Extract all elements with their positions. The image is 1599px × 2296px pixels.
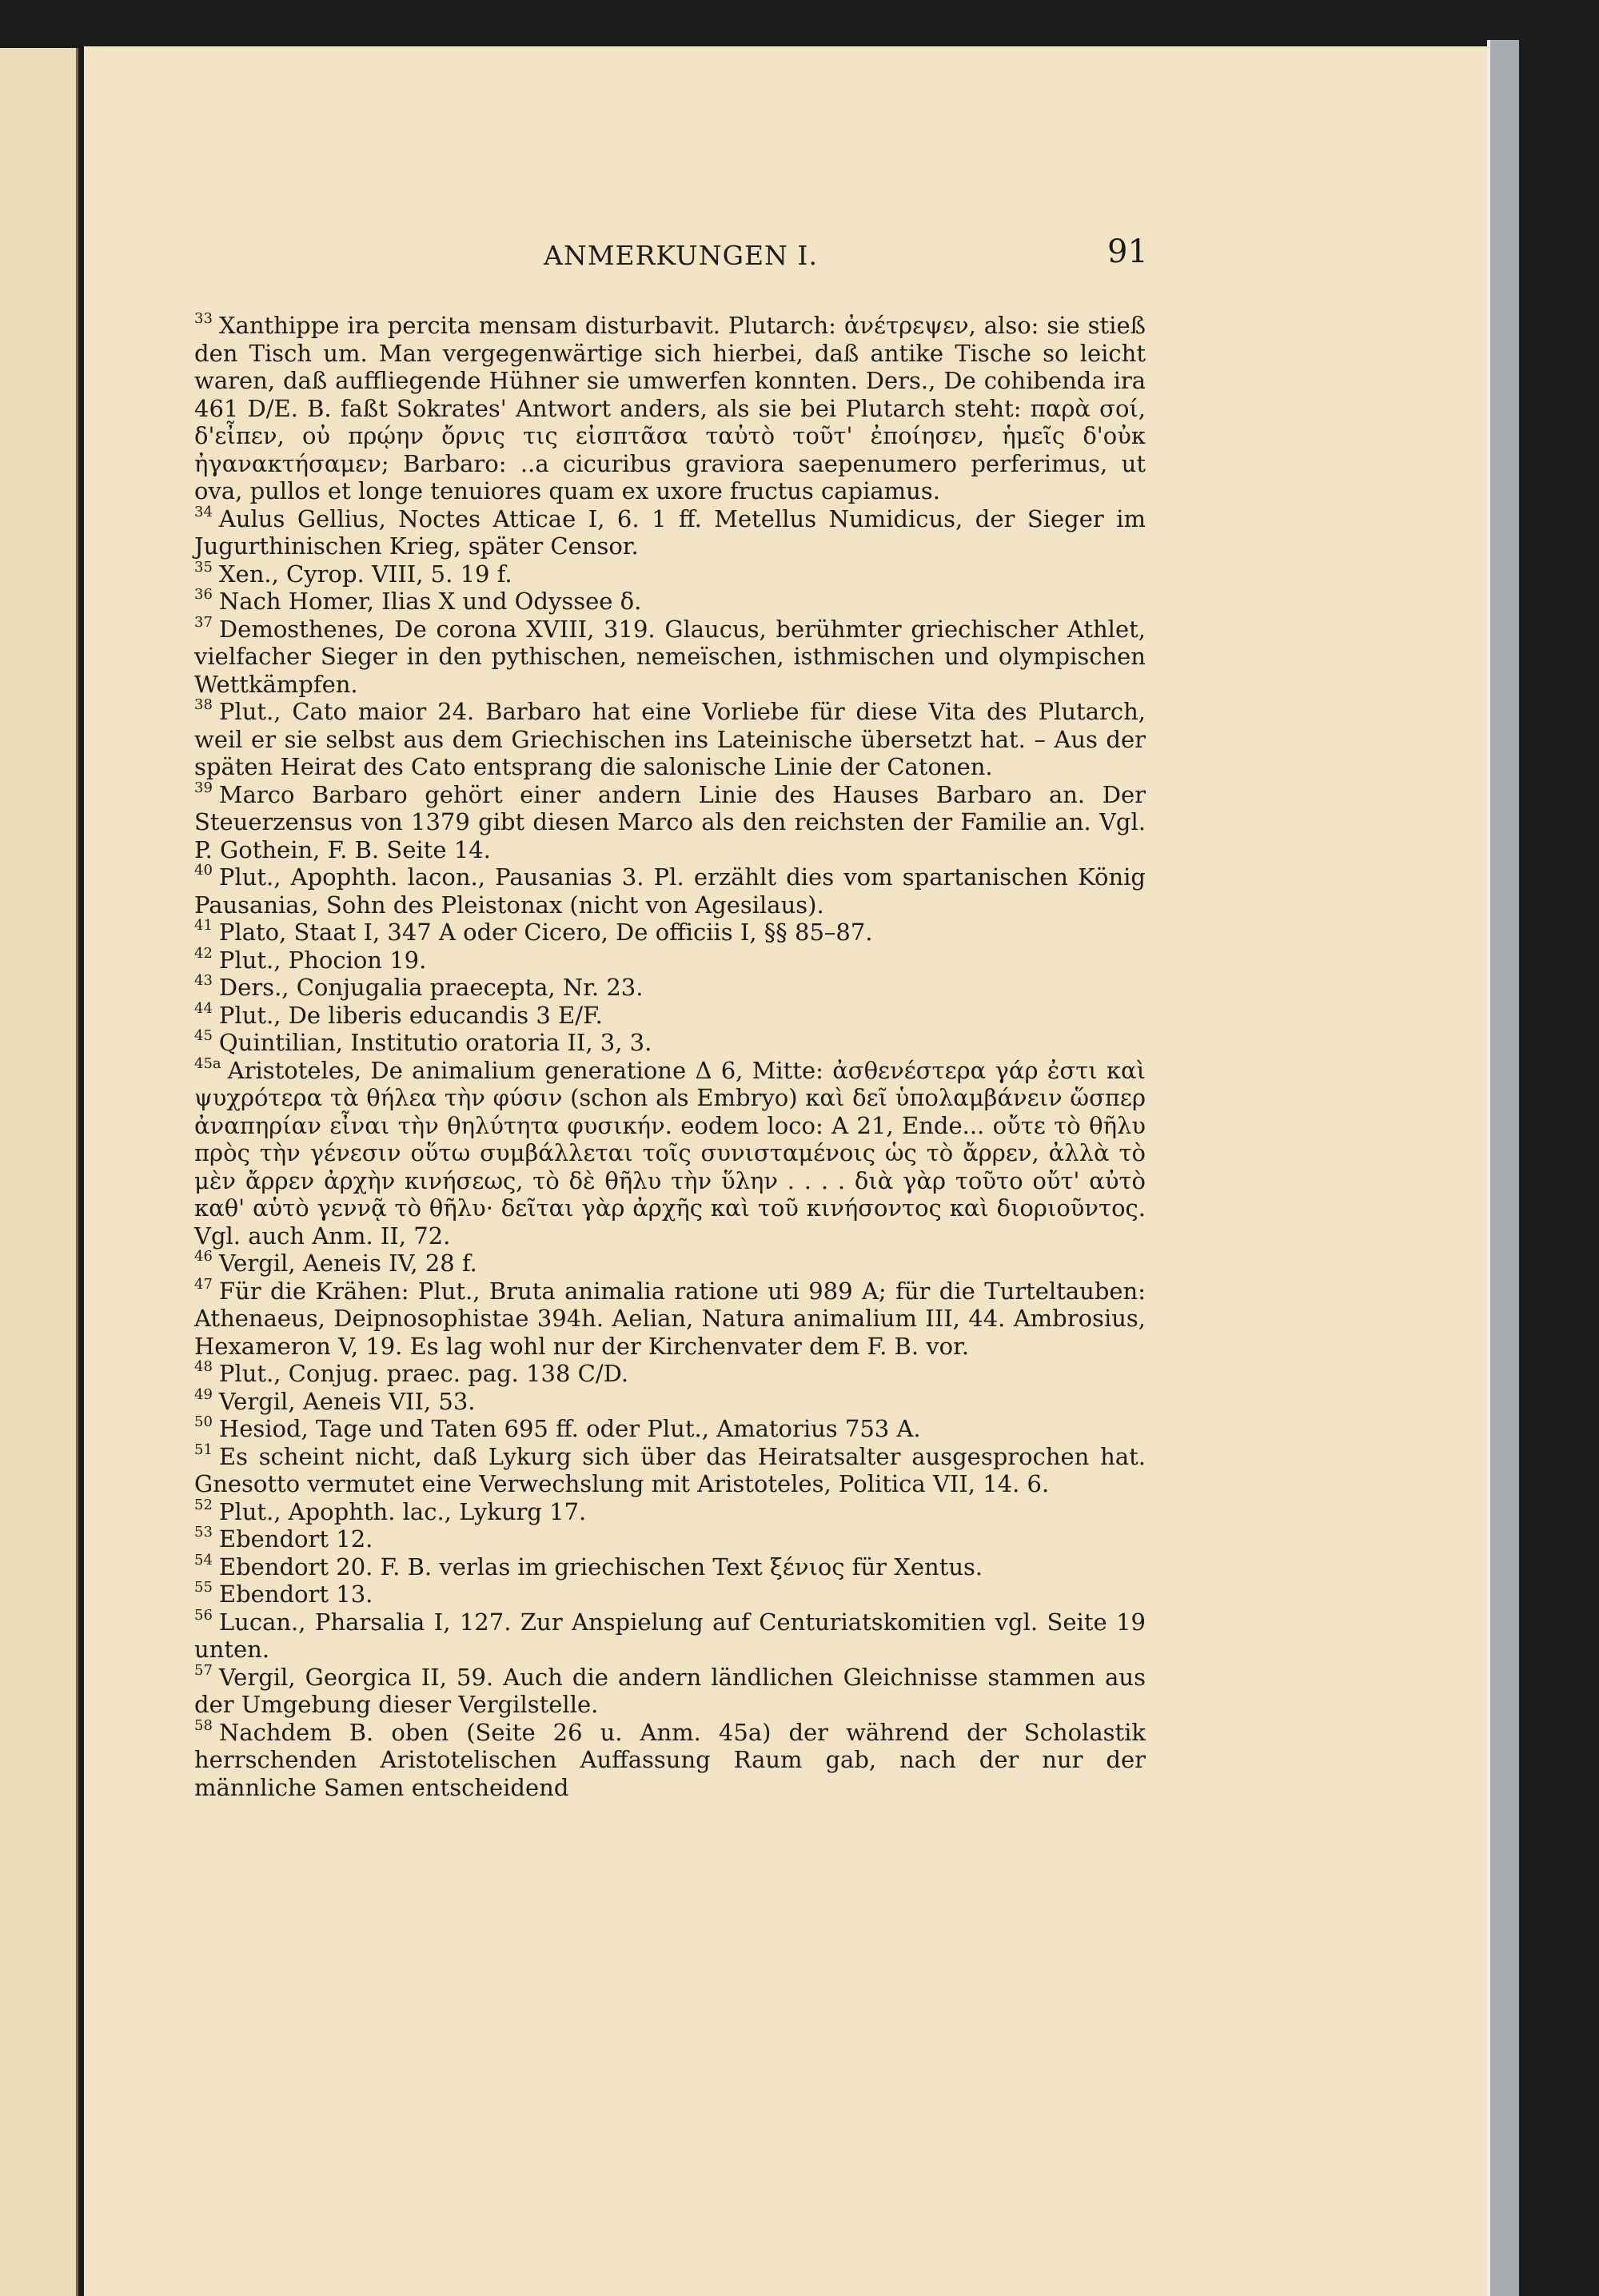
note-number: 53 [194,1524,213,1541]
note-text: Vergil, Aeneis VII, 53. [218,1387,476,1415]
note-text: Ders., Conjugalia praecepta, Nr. 23. [218,974,644,1001]
running-header: ANMERKUNGEN I. [544,240,818,271]
page-number: 91 [1107,233,1148,270]
note-34 [194,505,1146,560]
note-39 [194,781,1146,864]
note-text: Marco Barbaro gehört einer andern Linie des Hauses Barbaro an. Der Steuerzensus von 1379 gibt diesen Marco als den reichsten der Familie an. Vgl. P. Gothein, F. B. Seite 14. [194,780,1146,863]
note-42 [194,944,1146,975]
note-33 [194,312,1146,505]
note-56 [194,1608,1146,1664]
note-number: 35 [194,558,213,576]
note-text: Nachdem B. oben (Seite 26 u. Anm. 45a) der während der Scholastik herrschenden Aristotelischen Auffassung Raum gab, nach der nur der männliche Samen entscheidend [194,1718,1146,1801]
note-text: Ebendort 20. F. B. verlas im griechischen Text ξένιος für Xentus. [218,1553,983,1580]
note-41 [194,919,1146,947]
note-58 [194,1716,1146,1802]
note-text: Plut., Conjug. praec. pag. 138 C/D. [218,1360,629,1387]
left-page-edge [0,48,78,2296]
note-number: 47 [194,1275,213,1293]
note-number: 42 [194,944,213,962]
note-number: 46 [194,1248,213,1265]
note-text: Lucan., Pharsalia I, 127. Zur Anspielung auf Centuriatskomitien vgl. Seite 19 unten. [194,1608,1146,1663]
note-37 [194,613,1146,699]
note-text: Plut., Apophth. lac., Lykurg 17. [218,1497,587,1525]
note-text: Plut., Apophth. lacon., Pausanias 3. Pl. erzählt dies vom spartanischen König Pausanias, Sohn des Pleistonax (nicht von Agesilaus). [194,863,1146,919]
note-number: 50 [194,1413,213,1430]
note-text: Hesiod, Tage und Taten 695 ff. oder Plut., Amatorius 753 A. [218,1415,921,1442]
note-number: 49 [194,1385,213,1403]
note-number: 55 [194,1579,213,1596]
note-38 [194,698,1146,781]
note-number: 52 [194,1496,213,1513]
note-text: Aristoteles, De animalium generatione Δ 6, Mitte: ἀσθενέστερα γάρ ἐστι καὶ ψυχρότερα τὰ θήλεα τὴν φύσιν (schon als Embryo) καὶ δεῖ ὑπολαμβάνειν ὥσπερ ἀναπηρίαν εἶναι τὴν θηλύτητα φυσικήν. eodem loco: A 21, Ende... οὔτε τὸ θῆλυ πρὸς τὴν γένεσιν οὕτω συμβάλλεται τοῖς συνισταμένοις ὡς τὸ ἄρρεν, ἀλλὰ τὸ μὲν ἄρρεν ἀρχὴν κινήσεως, τὸ δὲ θῆλυ τὴν ὕλην . . . . διὰ γὰρ τοῦτο οὔτ' αὐτὸ καθ' αὑτὸ γεννᾷ τὸ θῆλυ· δεῖται γὰρ ἀρχῆς καὶ τοῦ κινήσοντος καὶ διοριοῦντος. Vgl. auch Anm. II, 72. [194,1056,1146,1250]
note-number: 36 [194,586,213,603]
note-number: 44 [194,999,213,1017]
note-52 [194,1498,1146,1526]
note-35 [194,560,1146,588]
note-text: Ebendort 12. [218,1525,373,1553]
note-48 [194,1360,1146,1388]
note-46 [194,1250,1146,1278]
note-number: 51 [194,1441,213,1458]
note-number: 45a [194,1054,221,1072]
note-number: 54 [194,1551,213,1569]
note-text: Aulus Gellius, Noctes Atticae I, 6. 1 ff. Metellus Numidicus, der Sieger im Jugurthinischen Krieg, später Censor. [194,504,1146,560]
note-number: 43 [194,972,213,989]
note-57 [194,1661,1146,1719]
note-number: 56 [194,1606,213,1624]
note-53 [194,1525,1146,1553]
note-54 [194,1553,1146,1581]
note-number: 58 [194,1716,213,1734]
note-number: 40 [194,862,213,879]
note-text: Vergil, Aeneis IV, 28 f. [218,1250,477,1277]
note-text: Plato, Staat I, 347 A oder Cicero, De officiis I, §§ 85–87. [218,919,873,946]
note-number: 34 [194,503,213,520]
note-40 [194,863,1146,919]
note-text: Plut., De liberis educandis 3 E/F. [218,1001,603,1029]
note-number: 38 [194,696,213,713]
note-text: Es scheint nicht, daß Lykurg sich über das Heiratsalter ausgesprochen hat. Gnesotto vermutet eine Verwechslung mit Aristoteles, Politica VII, 14. 6. [194,1442,1146,1497]
book-cover-edge [1487,40,1522,2296]
note-45 [194,1029,1146,1057]
background [1519,32,1599,2296]
note-number: 39 [194,779,213,796]
note-number: 41 [194,917,213,934]
note-text: Nach Homer, Ilias X und Odyssee δ. [218,588,642,615]
note-number: 57 [194,1661,213,1679]
note-number: 48 [194,1358,213,1375]
note-43 [194,974,1146,1002]
note-47 [194,1275,1146,1361]
note-number: 33 [194,310,213,327]
note-45a [194,1054,1146,1250]
note-text: Demosthenes, De corona XVIII, 319. Glaucus, berühmter griechischer Athlet, vielfacher Sieger in den pythischen, nemeïschen, isthmischen und olympischen Wettkämpfen. [194,615,1146,698]
note-55 [194,1580,1146,1608]
note-50 [194,1415,1146,1443]
note-44 [194,999,1146,1030]
note-49 [194,1385,1146,1416]
note-number: 45 [194,1027,213,1044]
note-text: Xen., Cyrop. VIII, 5. 19 f. [218,560,512,588]
note-36 [194,588,1146,616]
note-text: Xanthippe ira percita mensam disturbavit. Plutarch: ἀνέτρεψεν, also: sie stieß den Tisch um. Man vergegenwärtige sich hierbei, daß antike Tische so leicht waren, daß auffliegende Hühner sie umwerfen konnten. Ders., De cohibenda ira 461 D/E. B. faßt Sokrates' Antwort anders, als sie bei Plutarch steht: παρὰ σοί, δ'εἶπεν, οὐ πρῴην ὄρνις τις εἰσπτᾶσα ταὐτὸ τοῦτ' ἐποίησεν, ἡμεῖς δ'οὐκ ἠγανακτήσαμεν; Barbaro: ..a cicuribus graviora saepenumero perferimus, ut ova, pullos et longe tenuiores quam ex uxore fructus capiamus. [194,312,1146,504]
note-text: Quintilian, Institutio oratoria II, 3, 3. [218,1029,652,1056]
note-text: Vergil, Georgica II, 59. Auch die andern ländlichen Gleichnisse stammen aus der Umgebung dieser Vergilstelle. [194,1663,1146,1718]
note-text: Plut., Cato maior 24. Barbaro hat eine Vorliebe für diese Vita des Plutarch, weil er sie selbst aus dem Griechischen ins Lateinische übersetzt hat. – Aus der späten Heirat des Cato entsprang die salonische Linie der Catonen. [194,698,1146,780]
note-text: Plut., Phocion 19. [218,946,427,974]
notes-body [194,312,1146,1801]
note-text: Für die Krähen: Plut., Bruta animalia ratione uti 989 A; für die Turteltauben: Athenaeus, Deipnosophistae 394h. Aelian, Natura animalium III, 44. Ambrosius, Hexameron V, 19. Es lag wohl nur der Kirchenvater dem F. B. vor. [194,1277,1146,1360]
note-text: Ebendort 13. [218,1580,373,1608]
note-51 [194,1443,1146,1498]
note-number: 37 [194,613,213,631]
